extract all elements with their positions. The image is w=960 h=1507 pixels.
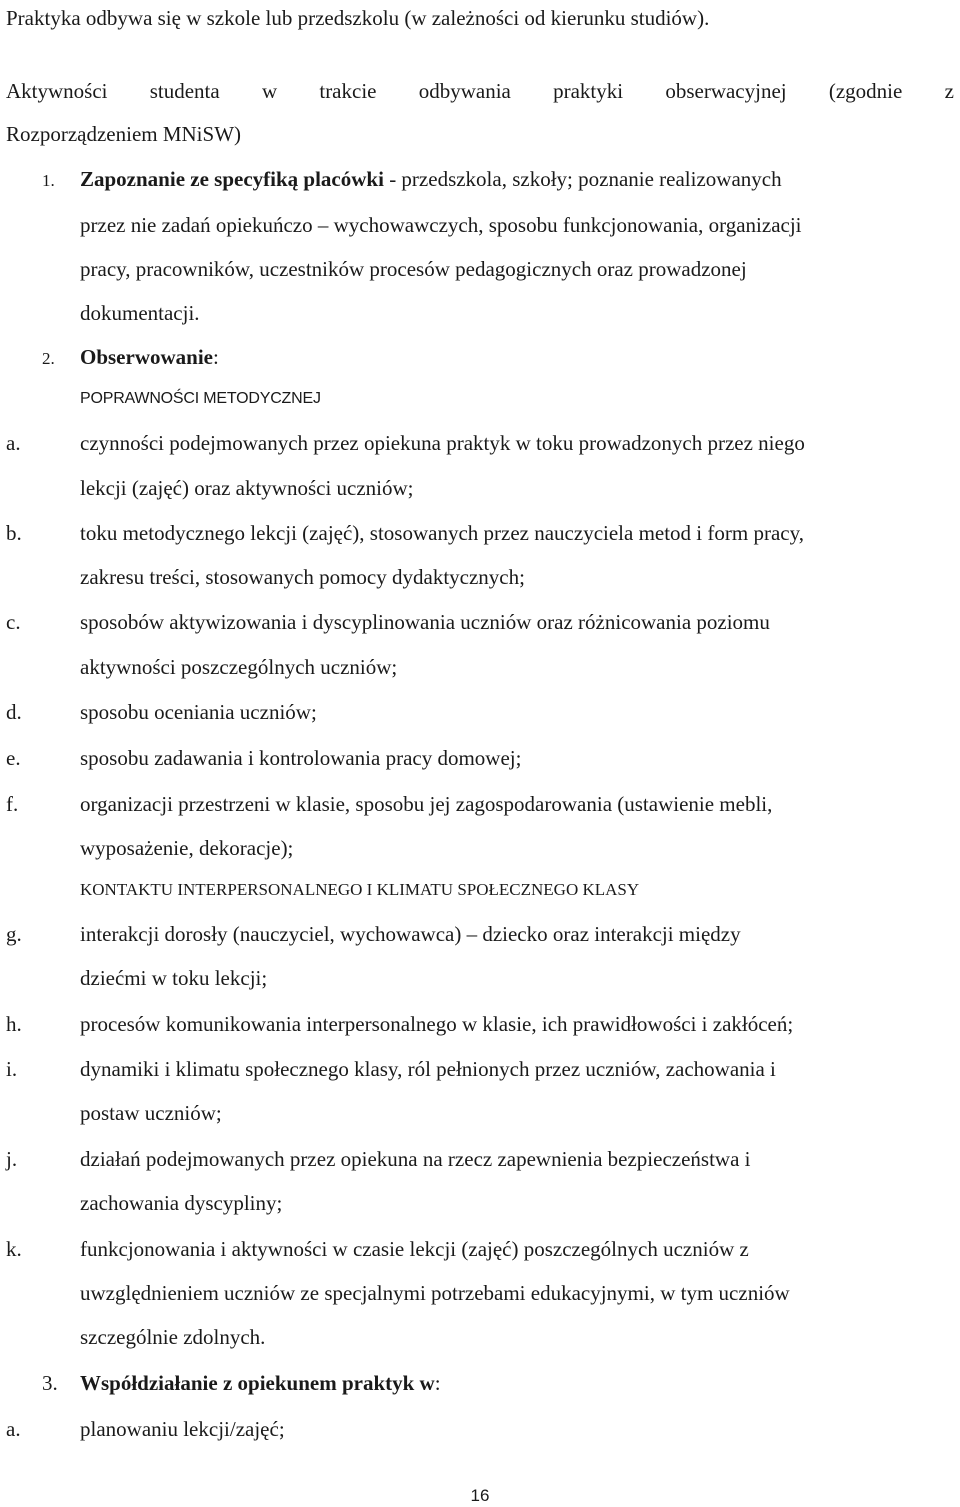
item-f-line-1: organizacji przestrzeni w klasie, sposobu jej zagospodarowania (ustawienie mebli,: [80, 792, 773, 816]
section-1-line-3: pracy, pracowników, uczestników procesów pedagogicznych oraz prowadzonej: [80, 257, 747, 281]
word: z: [944, 79, 954, 103]
item-k-line-1: funkcjonowania i aktywności w czasie lekcji (zajęć) poszczególnych uczniów z: [80, 1237, 749, 1261]
item-marker-j: j.: [6, 1147, 18, 1171]
intro-line-2: [6, 78, 954, 104]
item-j-line-1: działań podejmowanych przez opiekuna na rzecz zapewnienia bezpieczeństwa i: [80, 1147, 751, 1171]
item-d-line-1: sposobu oceniania uczniów;: [80, 700, 317, 724]
section-2-title: Obserwowanie: [80, 345, 213, 369]
item-k-line-3: szczególnie zdolnych.: [80, 1325, 266, 1349]
item-marker-i: i.: [6, 1057, 18, 1081]
section-2-number: 2.: [42, 349, 55, 368]
section-1-line-1: [80, 166, 954, 192]
section-2-heading: [80, 344, 954, 370]
section-1-line-4: dokumentacji.: [80, 301, 200, 325]
item-j-line-2: zachowania dyscypliny;: [80, 1191, 283, 1215]
section-3-item-marker-a: a.: [6, 1417, 21, 1441]
item-i-line-1: dynamiki i klimatu społecznego klasy, ról pełnionych przez uczniów, zachowania i: [80, 1057, 776, 1081]
word: studenta: [149, 79, 220, 103]
item-marker-d: d.: [6, 700, 22, 724]
section-3-number: 3.: [42, 1371, 58, 1395]
page-number: 16: [470, 1486, 490, 1505]
word: w: [261, 79, 278, 103]
item-marker-e: e.: [6, 746, 21, 770]
item-g-line-1: interakcji dorosły (nauczyciel, wychowawca) – dziecko oraz interakcji między: [80, 922, 741, 946]
section-3-heading: [80, 1370, 954, 1396]
section-1-number: 1.: [42, 171, 55, 190]
word: trakcie: [319, 79, 377, 103]
section-3-item-a-line-1: planowaniu lekcji/zajęć;: [80, 1417, 285, 1441]
subheading-methodical: POPRAWNOŚCI METODYCZNEJ: [80, 390, 321, 407]
item-e-line-1: sposobu zadawania i kontrolowania pracy domowej;: [80, 746, 522, 770]
intro-line-3: Rozporządzeniem MNiSW): [6, 122, 242, 146]
section-1-title: Zapoznanie ze specyfiką placówki: [80, 167, 384, 191]
item-i-line-2: postaw uczniów;: [80, 1101, 222, 1125]
intro-line-1: Praktyka odbywa się w szkole lub przedszkolu (w zależności od kierunku studiów).: [6, 6, 710, 30]
item-b-line-2: zakresu treści, stosowanych pomocy dydaktycznych;: [80, 565, 525, 589]
item-a-line-1: czynności podejmowanych przez opiekuna praktyk w toku prowadzonych przez niego: [80, 431, 805, 455]
item-c-line-1: sposobów aktywizowania i dyscyplinowania uczniów oraz różnicowania poziomu: [80, 610, 770, 634]
section-2-title-suffix: :: [213, 345, 219, 369]
item-c-line-2: aktywności poszczególnych uczniów;: [80, 655, 398, 679]
word: obserwacyjnej: [665, 79, 787, 103]
word: (zgodnie: [828, 79, 903, 103]
section-3-title-suffix: :: [434, 1371, 441, 1395]
item-k-line-2: uwzględnieniem uczniów ze specjalnymi potrzebami edukacyjnymi, w tym uczniów: [80, 1281, 790, 1305]
item-b-line-1: toku metodycznego lekcji (zajęć), stosowanych przez nauczyciela metod i form pracy,: [80, 521, 804, 545]
word: praktyki: [553, 79, 624, 103]
item-marker-b: b.: [6, 521, 22, 545]
word: odbywania: [418, 79, 511, 103]
section-1-title-rest: - przedszkola, szkoły; poznanie realizowanych: [383, 167, 782, 191]
item-marker-k: k.: [6, 1237, 22, 1261]
item-marker-a: a.: [6, 431, 21, 455]
section-1-line-2: przez nie zadań opiekuńczo – wychowawczych, sposobu funkcjonowania, organizacji: [80, 213, 802, 237]
item-marker-c: c.: [6, 610, 21, 634]
item-a-line-2: lekcji (zajęć) oraz aktywności uczniów;: [80, 476, 414, 500]
section-3-title: Współdziałanie z opiekunem praktyk w: [80, 1371, 435, 1395]
item-h-line-1: procesów komunikowania interpersonalnego w klasie, ich prawidłowości i zakłóceń;: [80, 1012, 794, 1036]
item-marker-f: f.: [6, 792, 19, 816]
word: Aktywności: [6, 79, 108, 103]
item-marker-h: h.: [6, 1012, 22, 1036]
item-marker-g: g.: [6, 922, 22, 946]
item-g-line-2: dziećmi w toku lekcji;: [80, 966, 268, 990]
item-f-line-2: wyposażenie, dekoracje);: [80, 836, 294, 860]
subheading-interpersonal: KONTAKTU INTERPERSONALNEGO I KLIMATU SPOŁECZNEGO KLASY: [80, 880, 640, 899]
